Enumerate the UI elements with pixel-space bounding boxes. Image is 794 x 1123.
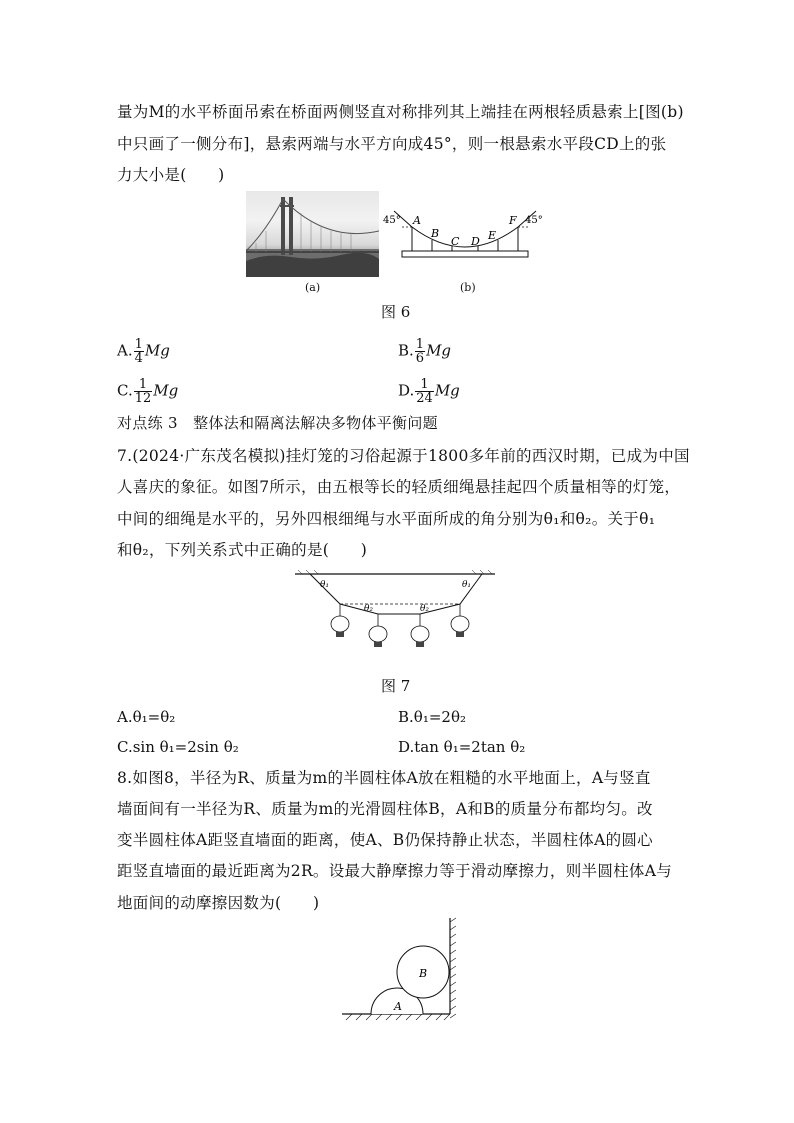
q8-text-line-3: 变半圆柱体A距竖直墙面的距离，使A、B仍保持静止状态，半圆柱体A的圆心 [117,831,653,849]
label-a: A [394,1000,402,1013]
q7-option-a[interactable]: A.θ₁=θ₂ [117,708,176,726]
q6-text-line-3: 力大小是( ) [117,166,225,184]
bridge-schematic [380,205,550,275]
label-b: B [419,967,428,980]
q7-text-line-2: 人喜庆的象征。如图7所示，由五根等长的轻质细绳悬挂起四个质量相等的灯笼， [117,478,681,496]
angle-left-label: 45° [383,215,401,226]
theta2-left: θ₂ [364,604,374,614]
q7-option-b[interactable]: B.θ₁=2θ₂ [398,708,466,726]
q8-text-line-4: 距竖直墙面的最近距离为2R。设最大静摩擦力等于滑动摩擦力，则半圆柱体A与 [117,862,673,880]
q8-text-line-2: 墙面间有一半径为R、质量为m的光滑圆柱体B，A和B的质量分布都均匀。改 [117,800,653,818]
q7-text-line-4: 和θ₂，下列关系式中正确的是( ) [117,541,368,559]
q6-option-d[interactable]: D. $\frac{1}{24}$ Mg [398,377,460,406]
point-c: C [451,235,460,248]
theta1-left: θ₁ [320,580,330,590]
q8-text-line-5: 地面间的动摩擦因数为( ) [117,894,320,912]
q7-text-line-3: 中间的细绳是水平的，另外四根细绳与水平面所成的角分别为θ₁和θ₂。关于θ₁ [117,510,656,528]
fig7-caption: 图 7 [381,677,411,695]
fig6a-label: (a) [305,281,321,294]
angle-right-label: 45° [525,215,543,226]
fig6b-label: (b) [460,281,476,294]
lanterns-figure [290,568,500,650]
point-b: B [431,227,440,240]
point-f: F [509,214,517,227]
q6-option-b[interactable]: B. $\frac{1}{6}$ Mg [398,337,452,366]
section-title: 对点练 3 整体法和隔离法解决多物体平衡问题 [117,414,438,432]
cylinders-figure [338,916,463,1022]
q6-option-a[interactable]: A. $\frac{1}{4}$ Mg [117,337,170,366]
q6-text-line-2: 中只画了一侧分布]，悬索两端与水平方向成45°，则一根悬索水平段CD上的张 [117,135,667,153]
point-d: D [471,235,480,248]
point-a: A [413,214,421,227]
theta2-right: θ₂ [420,604,430,614]
q6-option-c[interactable]: C. $\frac{1}{12}$ Mg [117,377,179,406]
point-e: E [488,229,497,242]
q8-text-line-1: 8.如图8，半径为R、质量为m的半圆柱体A放在粗糙的水平地面上，A与竖直 [117,769,651,787]
bridge-photo [246,191,379,277]
fig6-caption: 图 6 [381,303,411,321]
theta1-right: θ₁ [462,580,472,590]
q7-text-line-1: 7.(2024·广东茂名模拟)挂灯笼的习俗起源于1800多年前的西汉时期，已成为中国 [117,447,690,465]
q6-text-line-1: 量为M的水平桥面吊索在桥面两侧竖直对称排列其上端挂在两根轻质悬索上[图(b) [117,103,684,121]
q7-option-c[interactable]: C.sin θ₁=2sin θ₂ [117,738,239,756]
q7-option-d[interactable]: D.tan θ₁=2tan θ₂ [398,738,526,756]
